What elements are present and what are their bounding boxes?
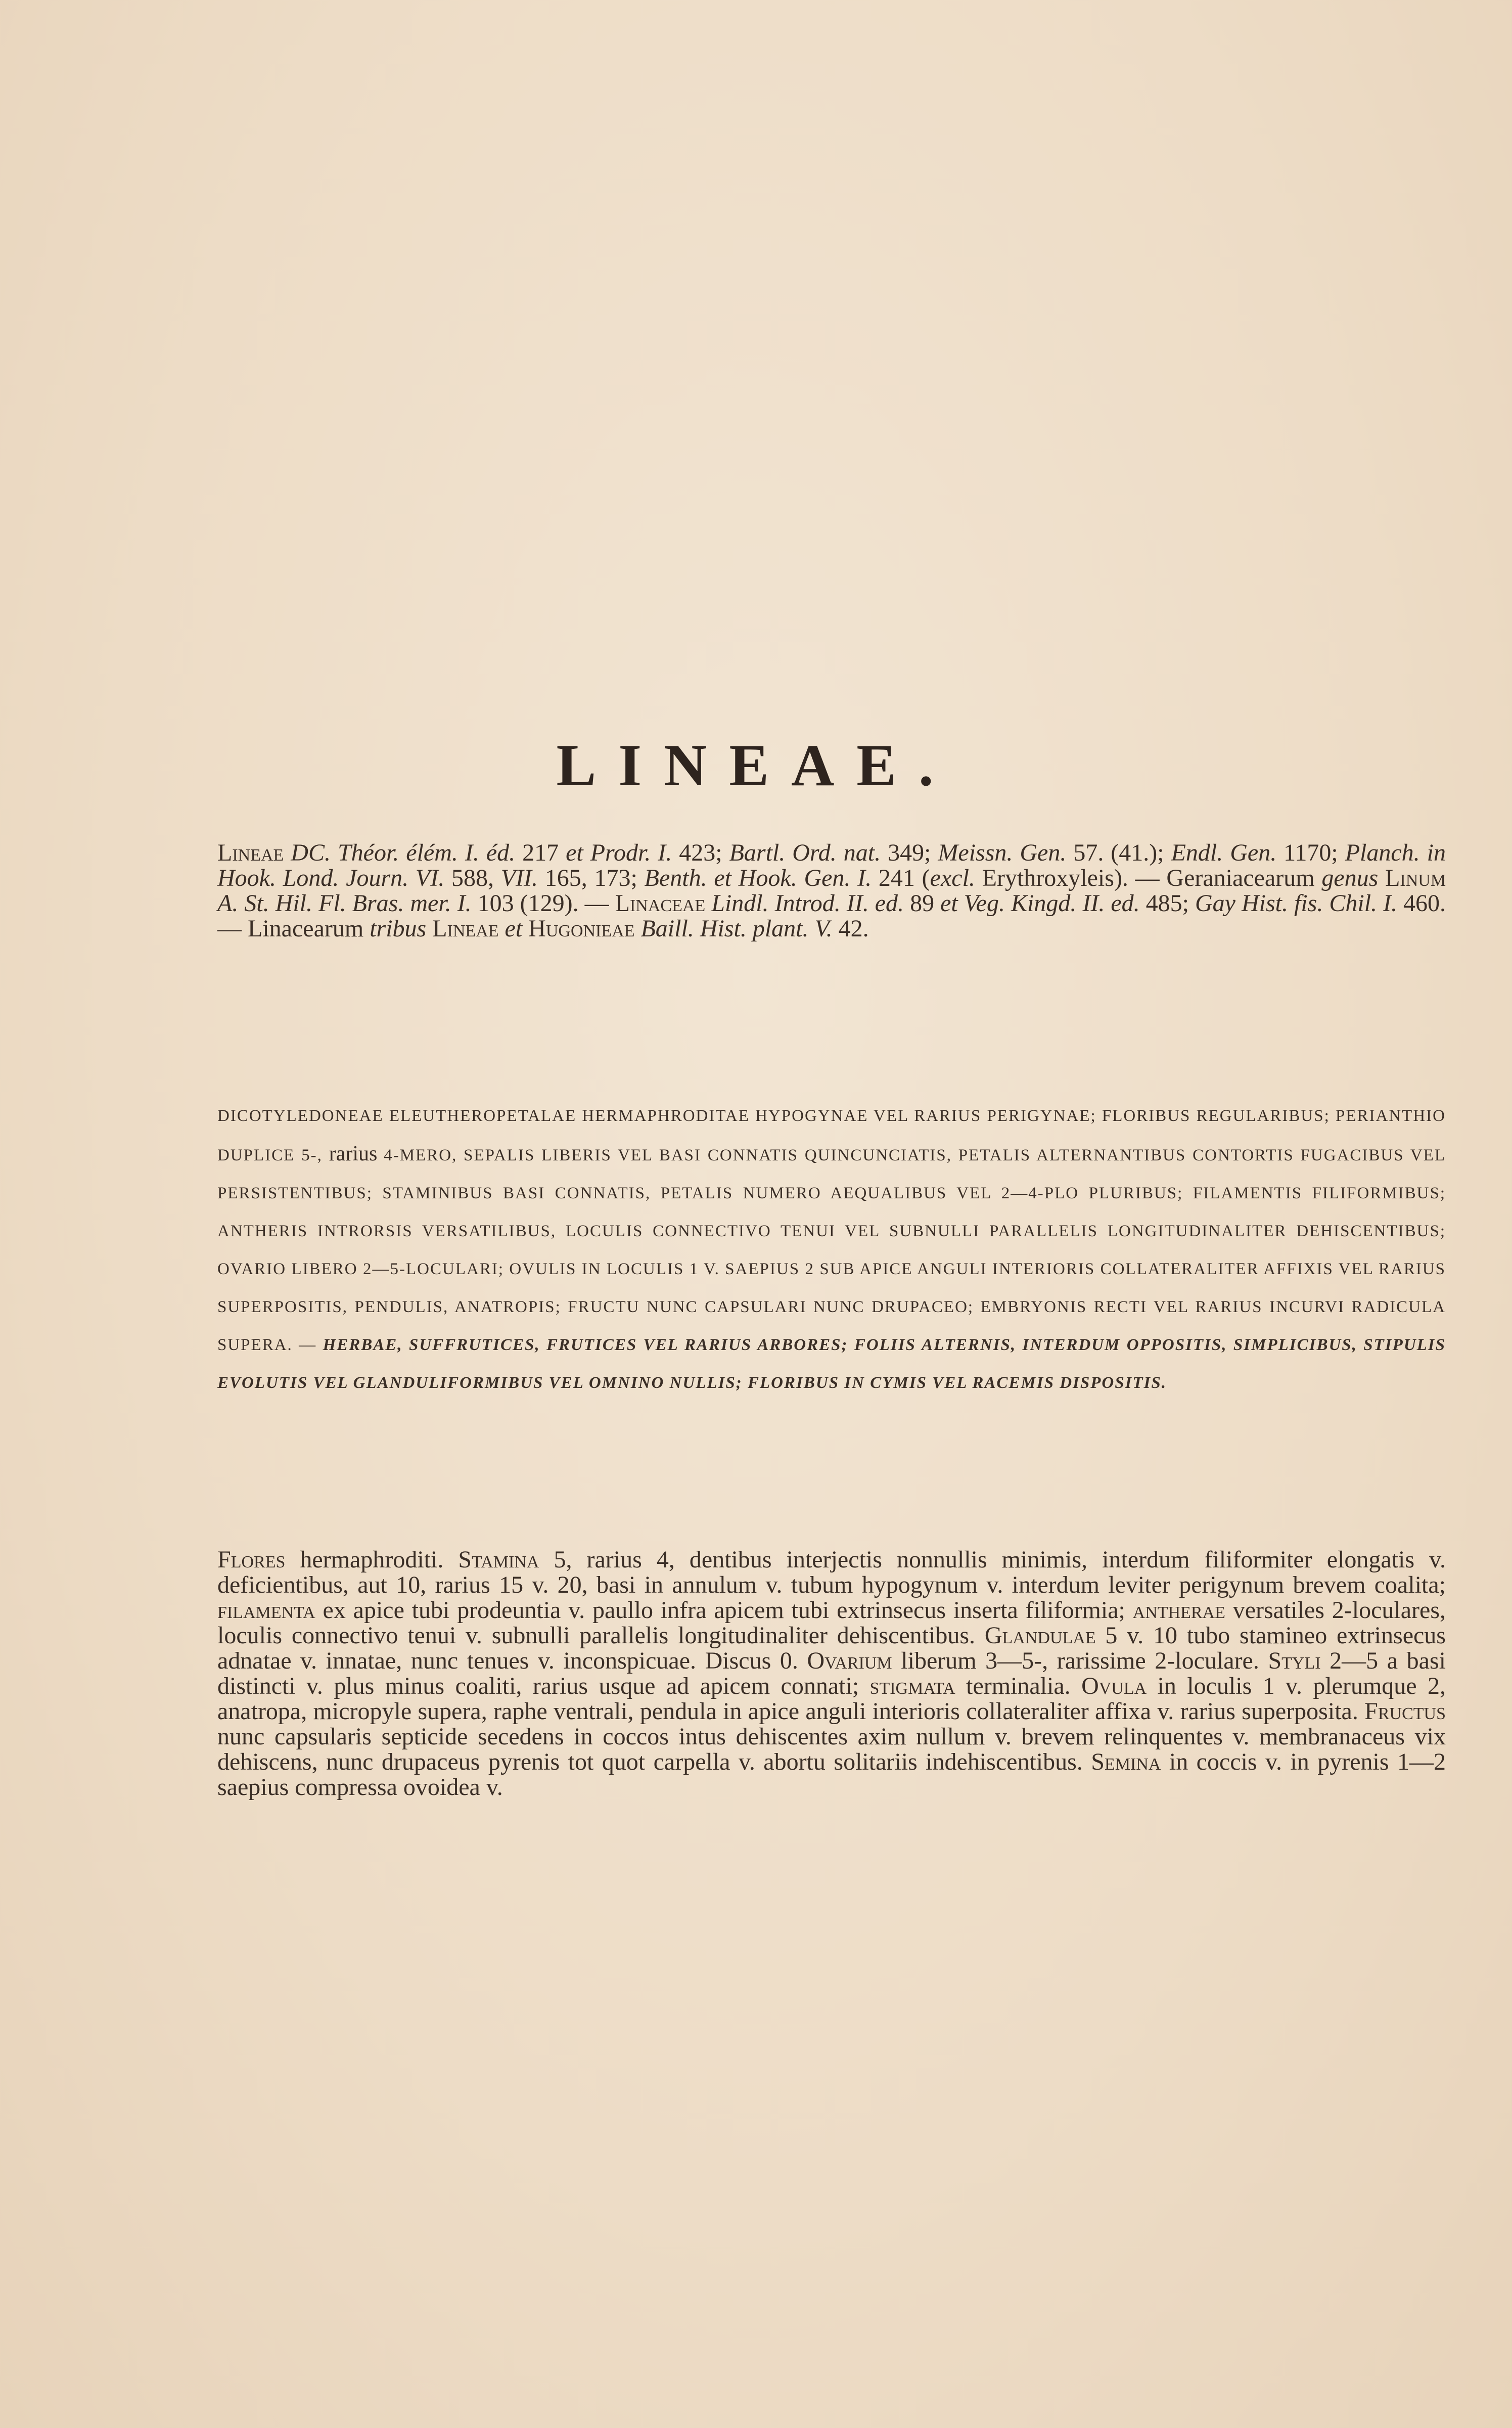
description-term: Flores xyxy=(217,1546,286,1573)
synonymy-citation: Meissn. Gen. xyxy=(938,839,1067,866)
diagnosis-text: DICOTYLEDONEAE ELEUTHEROPETALAE HERMAPHRODITAE HYPOGYNAE VEL RARIUS PERIGYNAE; FLORIBUS REGULARIBUS; PERIANTHIO DUPLICE 5-, xyxy=(217,1107,1446,1164)
synonymy-text: 588, xyxy=(444,865,501,891)
synonymy-text: Lineae xyxy=(217,839,284,866)
description-text: 5, rarius 4, dentibus interjectis nonnullis minimis, interdum filiformiter elongatis v. deficientibus, aut 10, rarius 15 v. 20, basi in annulum v. tubum hypogynum v. interdum leviter perigynum brevem coalita; xyxy=(217,1546,1446,1598)
synonymy-text: 423; xyxy=(672,839,729,866)
synonymy-text: 460. — Linacearum xyxy=(217,890,1446,942)
synonymy-citation: tribus xyxy=(370,915,427,942)
synonymy-text: Linaceae xyxy=(615,890,706,917)
synonymy-citation: et Prodr. I. xyxy=(566,839,672,866)
description-text: liberum 3—5-, rarissime 2-loculare. xyxy=(892,1647,1268,1674)
diagnosis-text: 4-MERO, SEPALIS LIBERIS VEL BASI CONNATIS QUINCUNCIATIS, PETALIS ALTERNANTIBUS CONTORTIS FUGACIBUS VEL PERSISTENTIBUS; STAMINIBUS BASI CONNATIS, PETALIS NUMERO AEQUALIBUS VEL 2—4-PLO PLURIBUS; FILAMENTIS FILIFORMIBUS; ANTHERIS INTRORSIS VERSATILIBUS, LOCULIS CONNECTIVO TENUI VEL SUBNULLI PARALLELIS LONGITUDINALITER DEHISCENTIBUS; OVARIO LIBERO 2—5-LOCULARI; OVULIS IN LOCULIS 1 V. SAEPIUS 2 SUB APICE ANGULI INTERIORIS COLLATERALITER AFFIXIS VEL RARIUS SUPERPOSITIS, PENDULIS, ANATROPIS; FRUCTU NUNC CAPSULARI NUNC DRUPACEO; EMBRYONIS RECTI VEL RARIUS INCURVI RADICULA SUPERA. — xyxy=(217,1146,1446,1354)
synonymy-citation: Baill. Hist. plant. V. xyxy=(640,915,833,942)
synonymy-text: 349; xyxy=(881,839,938,866)
description-text: nunc capsularis septicide secedens in coccos intus dehiscentes axim nullum v. brevem relinquentes v. membranaceus vix dehiscens, nunc drupaceus pyrenis tot quot carpella v. abortu solitariis indehiscentibus. xyxy=(217,1723,1446,1775)
synonymy-text: 165, 173; xyxy=(538,865,645,891)
description-term: Styli xyxy=(1268,1647,1321,1674)
description-text: versatiles 2-loculares, loculis connectivo tenui v. subnulli parallelis longitudinaliter dehiscentibus. xyxy=(217,1597,1446,1649)
synonymy-text xyxy=(426,915,432,942)
description-text: terminalia. xyxy=(955,1673,1082,1699)
synonymy-citation: genus xyxy=(1321,865,1379,891)
synonymy-text: 57. (41.); xyxy=(1066,839,1171,866)
synonymy-citation: Benth. et Hook. Gen. I. xyxy=(644,865,872,891)
synonymy-citation: excl. xyxy=(930,865,975,891)
synonymy-text: 217 xyxy=(515,839,566,866)
synonymy-text: Linum xyxy=(1385,865,1446,891)
synonymy-text: Erythroxyleis). — Geraniacearum xyxy=(975,865,1322,891)
synonymy-text: Lineae xyxy=(432,915,499,942)
diagnosis-paragraph xyxy=(217,1097,1446,1402)
synonymy-citation: Bartl. Ord. nat. xyxy=(729,839,881,866)
page-title: LINEAE. xyxy=(556,732,956,798)
description-term: Ovarium xyxy=(807,1647,892,1674)
synonymy-text xyxy=(705,890,711,917)
synonymy-citation: Endl. Gen. xyxy=(1171,839,1277,866)
synonymy-text: 1170; xyxy=(1276,839,1345,866)
synonymy-citation: DC. Théor. élém. I. éd. xyxy=(291,839,516,866)
synonymy-text xyxy=(522,915,528,942)
synonymy-text: Hugonieae xyxy=(528,915,635,942)
synonymy-text: 42. xyxy=(832,915,869,942)
description-term: Fructus xyxy=(1364,1698,1446,1725)
description-term: Glandulae xyxy=(984,1622,1096,1649)
synonymy-citation: et Veg. Kingd. II. ed. xyxy=(940,890,1140,917)
description-term: filamenta xyxy=(217,1597,315,1624)
description-text: 2—5 a basi distincti v. plus minus coaliti, rarius usque ad apicem connati; xyxy=(217,1647,1446,1699)
synonymy-citation: et xyxy=(505,915,523,942)
description-term: antherae xyxy=(1132,1597,1225,1624)
description-term: Ovula xyxy=(1081,1673,1147,1699)
description-text: in loculis 1 v. plerumque 2, anatropa, micropyle supera, raphe ventrali, pendula in apice anguli interioris collateraliter affixa v. rarius superposita. xyxy=(217,1673,1446,1725)
description-paragraph xyxy=(217,1547,1446,1800)
description-text: ex apice tubi prodeuntia v. paullo infra apicem tubi extrinsecus inserta filiformia; xyxy=(315,1597,1133,1624)
synonymy-citation: Planch. in Hook. Lond. Journ. VI. xyxy=(217,839,1446,891)
synonymy-text: 89 xyxy=(904,890,941,917)
synonymy-text xyxy=(499,915,505,942)
description-term: stigmata xyxy=(869,1673,955,1699)
synonymy-paragraph xyxy=(217,840,1446,941)
diagnosis-habit-text: HERBAE, SUFFRUTICES, FRUTICES VEL RARIUS ARBORES; FOLIIS ALTERNIS, INTERDUM OPPOSITIS, SIMPLICIBUS, STIPULIS EVOLUTIS VEL GLANDULIFORMIBUS VEL OMNINO NULLIS; FLORIBUS IN CYMIS VEL RACEMIS DISPOSITIS. xyxy=(217,1336,1446,1392)
synonymy-text xyxy=(284,839,291,866)
synonymy-citation: Gay Hist. fis. Chil. I. xyxy=(1195,890,1398,917)
description-term: Semina xyxy=(1091,1748,1161,1775)
synonymy-citation: VII. xyxy=(500,865,538,891)
synonymy-text xyxy=(1378,865,1385,891)
synonymy-text: 485; xyxy=(1139,890,1196,917)
synonymy-citation: A. St. Hil. Fl. Bras. mer. I. xyxy=(217,890,472,917)
synonymy-text: 103 (129). — xyxy=(471,890,615,917)
synonymy-citation: Lindl. Introd. II. ed. xyxy=(711,890,904,917)
description-term: Stamina xyxy=(458,1546,539,1573)
synonymy-text: 241 ( xyxy=(872,865,930,891)
description-text: hermaphroditi. xyxy=(285,1546,459,1573)
synonymy-text xyxy=(634,915,640,942)
diagnosis-text: rarius xyxy=(329,1142,378,1165)
description-text: in coccis v. in pyrenis 1—2 saepius compressa ovoidea v. xyxy=(217,1748,1446,1801)
description-text: 5 v. 10 tubo stamineo extrinsecus adnatae v. innatae, nunc tenues v. inconspicuae. Discus 0. xyxy=(217,1622,1446,1674)
